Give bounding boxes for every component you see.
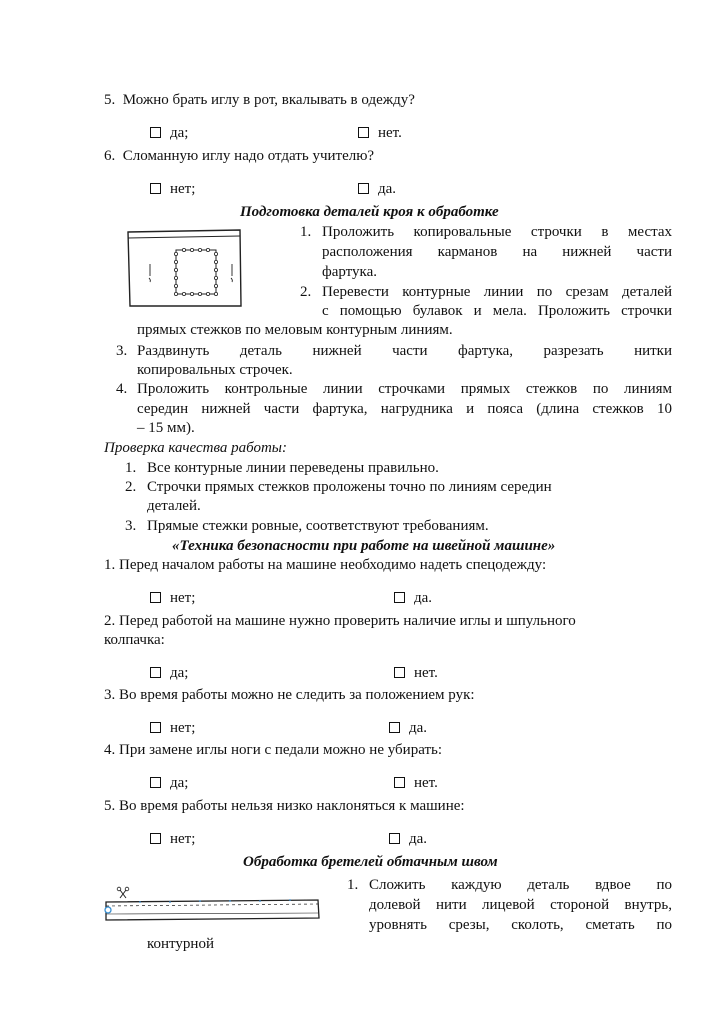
safety-question-1: 1. Перед началом работы на машине необходимо надеть спецодежду: xyxy=(104,557,547,573)
checkbox-icon[interactable] xyxy=(394,667,405,678)
prep-item-3-num: 3. xyxy=(116,343,128,359)
safety-question-3: 3. Во время работы можно не следить за положением рук: xyxy=(104,687,475,703)
question-6: 6. Сломанную иглу надо отдать учителю? xyxy=(104,148,375,164)
quality-heading: Проверка качества работы: xyxy=(104,440,287,456)
quality-item-2-line-1: Строчки прямых стежков проложены точно по линиям середин xyxy=(147,479,552,495)
straps-item-1-line-3: уровнять срезы, сколоть, сметать по xyxy=(369,917,672,933)
safety-q2-option-1[interactable]: да; xyxy=(150,664,188,682)
straps-item-1-num: 1. xyxy=(347,877,359,893)
checkbox-icon[interactable] xyxy=(389,722,400,733)
section-heading-prep: Подготовка деталей кроя к обработке xyxy=(240,204,499,220)
checkbox-icon[interactable] xyxy=(150,777,161,788)
safety-q5-option-1[interactable]: нет; xyxy=(150,830,195,848)
prep-item-4-num: 4. xyxy=(116,381,128,397)
checkbox-icon[interactable] xyxy=(389,833,400,844)
prep-item-2-line-2: с помощью булавок и мела. Проложить строчки xyxy=(322,303,672,319)
prep-item-3-line-2: копировальных строчек. xyxy=(137,362,293,378)
prep-item-1-line-1: Проложить копировальные строчки в местах xyxy=(322,224,672,240)
prep-item-1-num: 1. xyxy=(300,224,312,240)
straps-item-1-line-1: Сложить каждую деталь вдвое по xyxy=(369,877,672,893)
checkbox-icon[interactable] xyxy=(358,183,369,194)
checkbox-icon[interactable] xyxy=(358,127,369,138)
strap-fold-diagram xyxy=(100,880,326,930)
q5-option-2[interactable]: нет. xyxy=(358,124,402,142)
straps-item-1-line-2: долевой нити лицевой стороной внутрь, xyxy=(369,897,672,913)
safety-question-5: 5. Во время работы нельзя низко наклоняться к машине: xyxy=(104,798,465,814)
quality-item-1-num: 1. xyxy=(125,460,137,476)
prep-item-2-num: 2. xyxy=(300,284,312,300)
prep-item-3-line-1: Раздвинуть деталь нижней части фартука, разрезать нитки xyxy=(137,343,672,359)
safety-q2-option-2[interactable]: нет. xyxy=(394,664,438,682)
safety-q4-option-2[interactable]: нет. xyxy=(394,774,438,792)
section-heading-safety: «Техника безопасности при работе на швейной машине» xyxy=(172,538,556,554)
question-5: 5. Можно брать иглу в рот, вкалывать в одежду? xyxy=(104,92,415,108)
quality-item-2-line-2: деталей. xyxy=(147,498,201,514)
checkbox-icon[interactable] xyxy=(150,722,161,733)
prep-item-4-line-2: середин нижней части фартука, нагрудника и пояса (длина стежков 10 xyxy=(137,401,672,417)
prep-item-4-line-3: – 15 мм). xyxy=(137,420,195,436)
safety-question-2-line-1: 2. Перед работой на машине нужно проверить наличие иглы и шпульного xyxy=(104,613,576,629)
section-heading-straps: Обработка бретелей обтачным швом xyxy=(243,854,498,870)
quality-item-1-line-1: Все контурные линии переведены правильно. xyxy=(147,460,439,476)
safety-q4-option-1[interactable]: да; xyxy=(150,774,188,792)
prep-item-2-line-3: прямых стежков по меловым контурным линиям. xyxy=(137,322,453,338)
prep-item-1-line-2: расположения карманов на нижней части xyxy=(322,244,672,260)
prep-item-2-line-1: Перевести контурные линии по срезам деталей xyxy=(322,284,672,300)
checkbox-icon[interactable] xyxy=(150,183,161,194)
q6-option-2[interactable]: да. xyxy=(358,180,396,198)
safety-q1-option-2[interactable]: да. xyxy=(394,589,432,607)
quality-item-2-num: 2. xyxy=(125,479,137,495)
apron-pocket-diagram xyxy=(124,226,244,310)
checkbox-icon[interactable] xyxy=(150,127,161,138)
prep-item-1-line-3: фартука. xyxy=(322,264,378,280)
straps-tail-text: контурной xyxy=(147,936,214,952)
q5-option-1[interactable]: да; xyxy=(150,124,188,142)
checkbox-icon[interactable] xyxy=(394,592,405,603)
checkbox-icon[interactable] xyxy=(150,667,161,678)
safety-q5-option-2[interactable]: да. xyxy=(389,830,427,848)
prep-item-4-line-1: Проложить контрольные линии строчками прямых стежков по линиям xyxy=(137,381,672,397)
safety-q3-option-2[interactable]: да. xyxy=(389,719,427,737)
safety-question-4: 4. При замене иглы ноги с педали можно не убирать: xyxy=(104,742,443,758)
q6-option-1[interactable]: нет; xyxy=(150,180,195,198)
quality-item-3-line-1: Прямые стежки ровные, соответствуют требованиям. xyxy=(147,518,489,534)
checkbox-icon[interactable] xyxy=(150,592,161,603)
checkbox-icon[interactable] xyxy=(150,833,161,844)
safety-q1-option-1[interactable]: нет; xyxy=(150,589,195,607)
safety-q3-option-1[interactable]: нет; xyxy=(150,719,195,737)
checkbox-icon[interactable] xyxy=(394,777,405,788)
safety-question-2-line-2: колпачка: xyxy=(104,632,165,648)
quality-item-3-num: 3. xyxy=(125,518,137,534)
